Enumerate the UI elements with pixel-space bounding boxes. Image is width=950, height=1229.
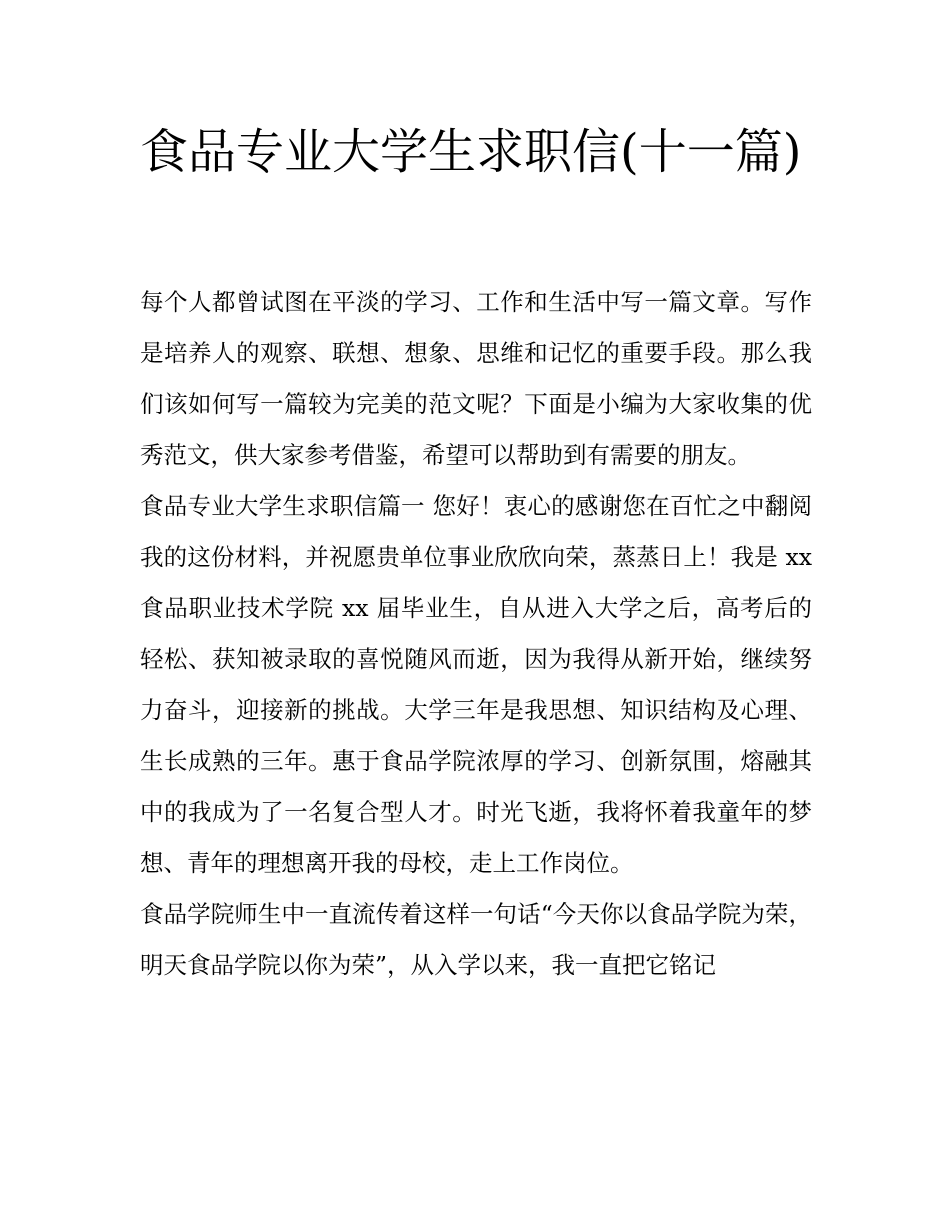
document-title: 食品专业大学生求职信(十一篇) [140, 124, 802, 180]
paragraph-intro: 每个人都曾试图在平淡的学习、工作和生活中写一篇文章。写作是培养人的观察、联想、想象、思维和记忆的重要手段。那么我们该如何写一篇较为完美的范文呢？下面是小编为大家收集的优秀范文，供大家参考借鉴，希望可以帮助到有需要的朋友。 [140, 288, 812, 469]
paragraph-letter-opening: 食品专业大学生求职信篇一 您好！衷心的感谢您在百忙之中翻阅我的这份材料，并祝愿贵单位事业欣欣向荣，蒸蒸日上！我是 xx 食品职业技术学院 xx 届毕业生，自从进入大学之后，高考后的轻松、获知被录取的喜悦随风而逝，因为我得从新开始，继续努力奋斗，迎接新的挑战。大学三年是我思想、知识结构及心理、生长成熟的三年。惠于食品学院浓厚的学习、创新氛围，熔融其中的我成为了一名复合型人才。时光飞逝，我将怀着我童年的梦想、青年的理想离开我的母校，走上工作岗位。 [140, 492, 812, 877]
paragraph-letter-continued: 食品学院师生中一直流传着这样一句话“今天你以食品学院为荣，明天食品学院以你为荣”，从入学以来，我一直把它铭记 [140, 900, 812, 979]
document-body [140, 277, 812, 991]
